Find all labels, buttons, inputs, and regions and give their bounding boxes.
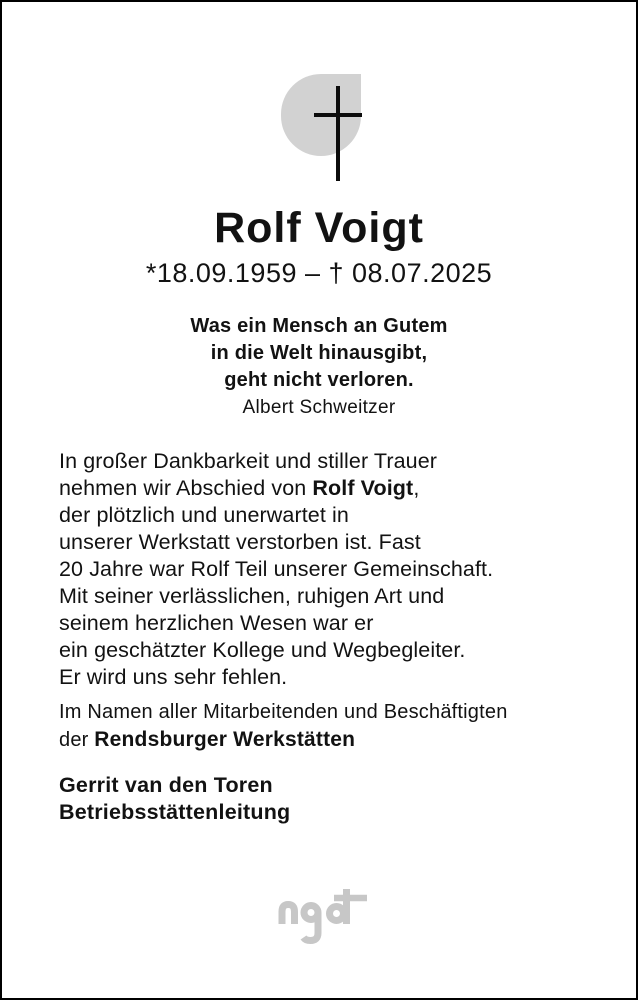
cross-icon xyxy=(336,86,340,181)
text-line: unserer Werkstatt verstorben ist. Fast xyxy=(59,530,421,554)
text-line: der Rendsburger Werkstätten xyxy=(59,728,356,751)
text-line: Er wird uns sehr fehlen. xyxy=(59,665,288,689)
memorial-quote xyxy=(2,313,636,421)
signer-role: Betriebsstättenleitung xyxy=(59,800,291,824)
closing-statement xyxy=(59,699,599,754)
text-line: Im Namen aller Mitarbeitenden und Beschäftigten xyxy=(59,701,508,723)
deceased-name: Rolf Voigt xyxy=(214,204,424,252)
text-line: 20 Jahre war Rolf Teil unserer Gemeinschaft. xyxy=(59,557,494,581)
text-line: nehmen wir Abschied von Rolf Voigt, xyxy=(59,476,420,500)
cross-icon-bar xyxy=(314,113,362,117)
quote-line: geht nicht verloren. xyxy=(224,369,414,391)
quote-line: Was ein Mensch an Gutem xyxy=(190,315,448,337)
text-line: der plötzlich und unerwartet in xyxy=(59,503,349,527)
text-line: ein geschätzter Kollege und Wegbegleiter. xyxy=(59,638,466,662)
ngd-logo-icon xyxy=(278,886,368,946)
text-line: In großer Dankbarkeit und stiller Trauer xyxy=(59,449,438,473)
deceased-name-inline: Rolf Voigt xyxy=(312,476,414,500)
signature-block xyxy=(59,772,599,826)
obituary-text xyxy=(59,448,599,691)
quote-attribution: Albert Schweitzer xyxy=(242,397,396,418)
signer-name: Gerrit van den Toren xyxy=(59,773,273,797)
text-line: Mit seiner verlässlichen, ruhigen Art und xyxy=(59,584,445,608)
text-line: seinem herzlichen Wesen war er xyxy=(59,611,374,635)
memorial-symbol xyxy=(281,74,362,181)
birth-death-dates: *18.09.1959 – † 08.07.2025 xyxy=(145,258,493,288)
ngd-logo xyxy=(2,886,636,946)
quote-line: in die Welt hinausgibt, xyxy=(210,342,428,364)
organization-name: Rendsburger Werkstätten xyxy=(94,728,356,751)
